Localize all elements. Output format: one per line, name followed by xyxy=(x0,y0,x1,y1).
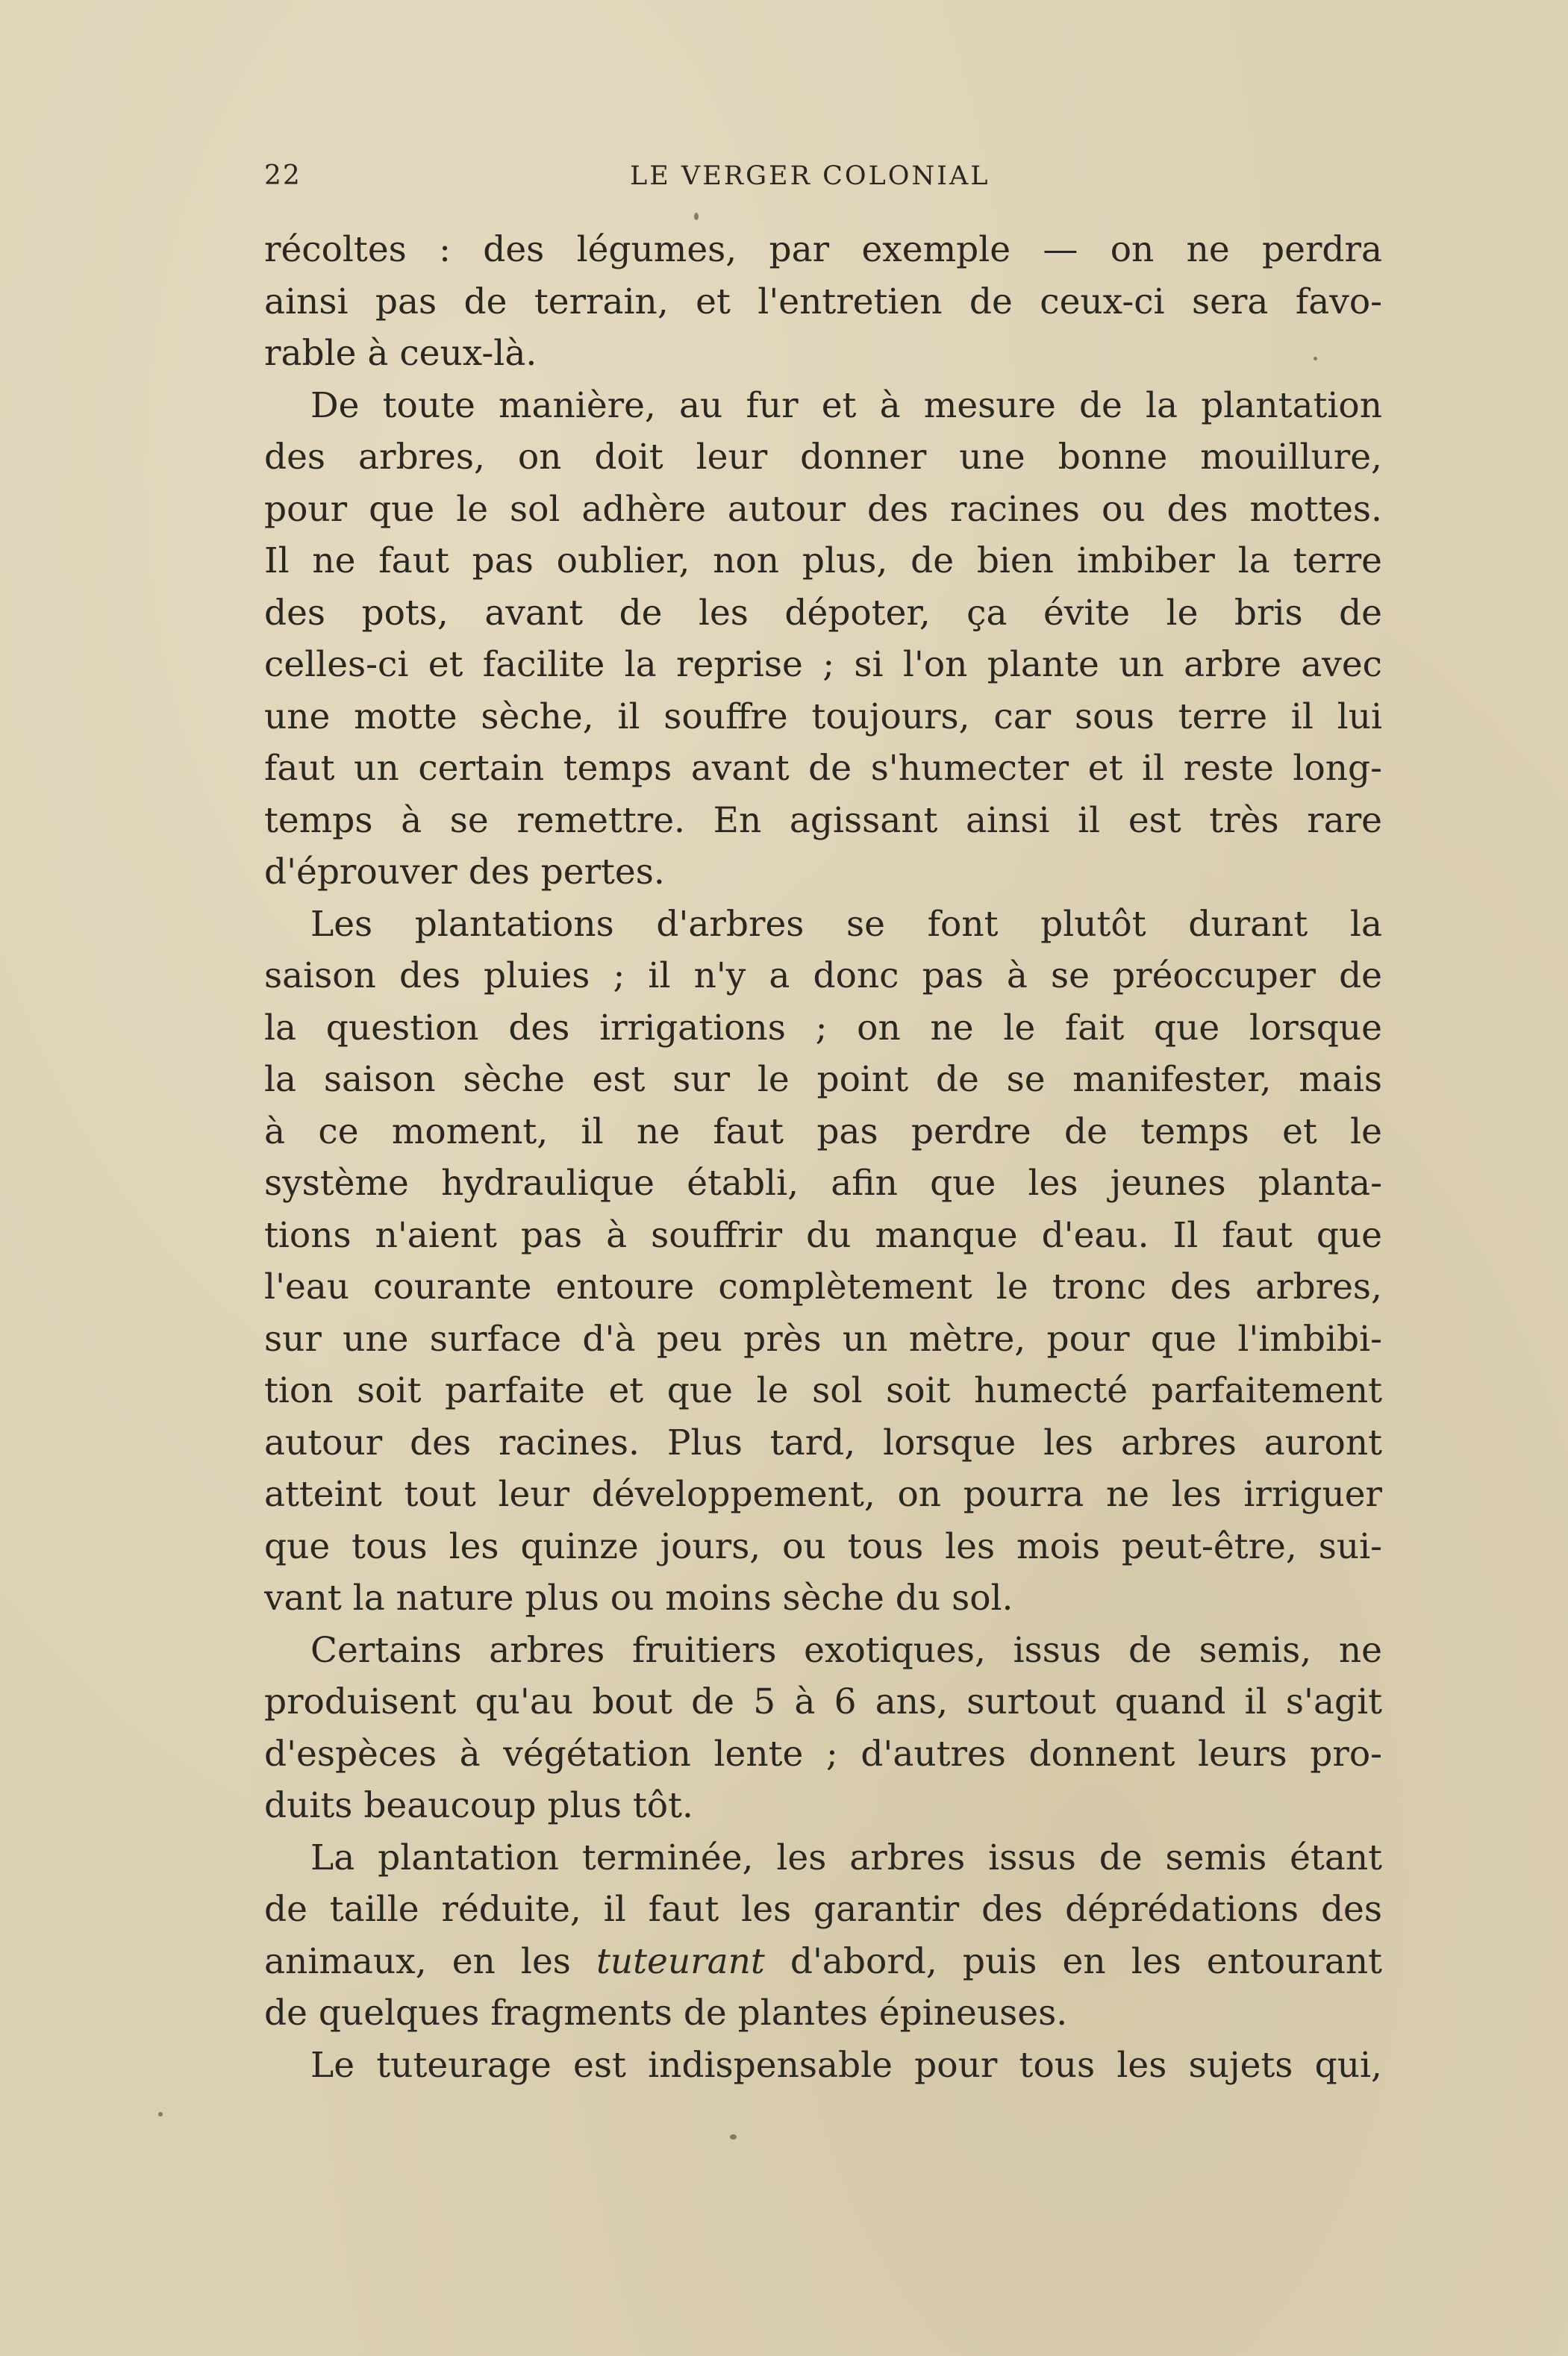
text-line: d'espèces à végétation lente ; d'autres donnent leurs pro- xyxy=(264,1733,1382,1775)
text-line: d'éprouver des pertes. xyxy=(264,852,665,893)
text-line: rable à ceux-là. xyxy=(264,333,537,374)
text-line: atteint tout leur développement, on pourra ne les irriguer xyxy=(264,1474,1382,1515)
text-line-with-emphasis xyxy=(264,1936,1382,1988)
text-line: à ce moment, il ne faut pas perdre de temps et le xyxy=(264,1110,1382,1152)
text-line: duits beaucoup plus tôt. xyxy=(264,1785,693,1826)
text-line: Le tuteurage est indispensable pour tous les sujets qui, xyxy=(310,2044,1382,2086)
page-header xyxy=(264,154,1384,199)
text-line: pour que le sol adhère autour des racines ou des mottes. xyxy=(264,488,1382,530)
text-line: de taille réduite, il faut les garantir des déprédations des xyxy=(264,1889,1382,1930)
page-number: 22 xyxy=(264,160,302,191)
text-line: tion soit parfaite et que le sol soit humecté parfaitement xyxy=(264,1370,1382,1411)
emphasized-word: tuteurant xyxy=(596,1940,765,1982)
paragraph xyxy=(264,1625,1382,1832)
text-line: vant la nature plus ou moins sèche du sol. xyxy=(264,1578,1013,1619)
text-line: l'eau courante entoure complètement le tronc des arbres, xyxy=(264,1266,1382,1307)
text-line: la question des irrigations ; on ne le fait que lorsque xyxy=(264,1007,1382,1049)
text-line: celles-ci et facilite la reprise ; si l'on plante un arbre avec xyxy=(264,644,1382,685)
text-line: des pots, avant de les dépoter, ça évite le bris de xyxy=(264,592,1382,634)
text-line: que tous les quinze jours, ou tous les mois peut-être, sui- xyxy=(264,1525,1382,1567)
text-line: produisent qu'au bout de 5 à 6 ans, surtout quand il s'agit xyxy=(264,1681,1382,1722)
ink-speck xyxy=(1314,357,1317,360)
text-line: sur une surface d'à peu près un mètre, pour que l'imbibi- xyxy=(264,1318,1382,1360)
text-line: autour des racines. Plus tard, lorsque les arbres auront xyxy=(264,1422,1382,1463)
paragraph xyxy=(264,1832,1382,2040)
paragraph xyxy=(264,224,1382,380)
text-line: temps à se remettre. En agissant ainsi il est très rare xyxy=(264,799,1382,841)
text-line: la saison sèche est sur le point de se manifester, mais xyxy=(264,1059,1382,1100)
text-line: La plantation terminée, les arbres issus de semis étant xyxy=(310,1837,1382,1878)
text-segment: animaux, en les xyxy=(264,1940,597,1982)
text-line: récoltes : des légumes, par exemple — on ne perdra xyxy=(264,229,1382,270)
running-title: LE VERGER COLONIAL xyxy=(630,161,990,191)
text-line: ainsi pas de terrain, et l'entretien de ceux-ci sera favo- xyxy=(264,281,1382,322)
ink-speck xyxy=(694,213,699,220)
ink-speck xyxy=(730,2134,737,2140)
paragraph xyxy=(264,2040,1382,2092)
text-line: Il ne faut pas oublier, non plus, de bien imbiber la terre xyxy=(264,540,1382,581)
ink-speck xyxy=(158,2112,163,2116)
paragraph xyxy=(264,380,1382,899)
text-line: de quelques fragments de plantes épineuses. xyxy=(264,1993,1068,2034)
body-text xyxy=(264,224,1382,2091)
text-line: saison des pluies ; il n'y a donc pas à se préoccuper de xyxy=(264,955,1382,996)
text-line: Certains arbres fruitiers exotiques, issus de semis, ne xyxy=(310,1629,1382,1671)
text-line: Les plantations d'arbres se font plutôt durant la xyxy=(310,903,1382,945)
text-line: faut un certain temps avant de s'humecter et il reste long- xyxy=(264,748,1382,789)
text-line: des arbres, on doit leur donner une bonne mouillure, xyxy=(264,437,1382,478)
text-line: De toute manière, au fur et à mesure de la plantation xyxy=(310,384,1382,426)
text-line: tions n'aient pas à souffrir du manque d'eau. Il faut que xyxy=(264,1214,1382,1256)
text-segment: d'abord, puis en les entourant xyxy=(764,1940,1382,1982)
text-line: une motte sèche, il souffre toujours, car sous terre il lui xyxy=(264,696,1382,737)
text-line: système hydraulique établi, afin que les jeunes planta- xyxy=(264,1163,1382,1204)
paragraph xyxy=(264,899,1382,1625)
